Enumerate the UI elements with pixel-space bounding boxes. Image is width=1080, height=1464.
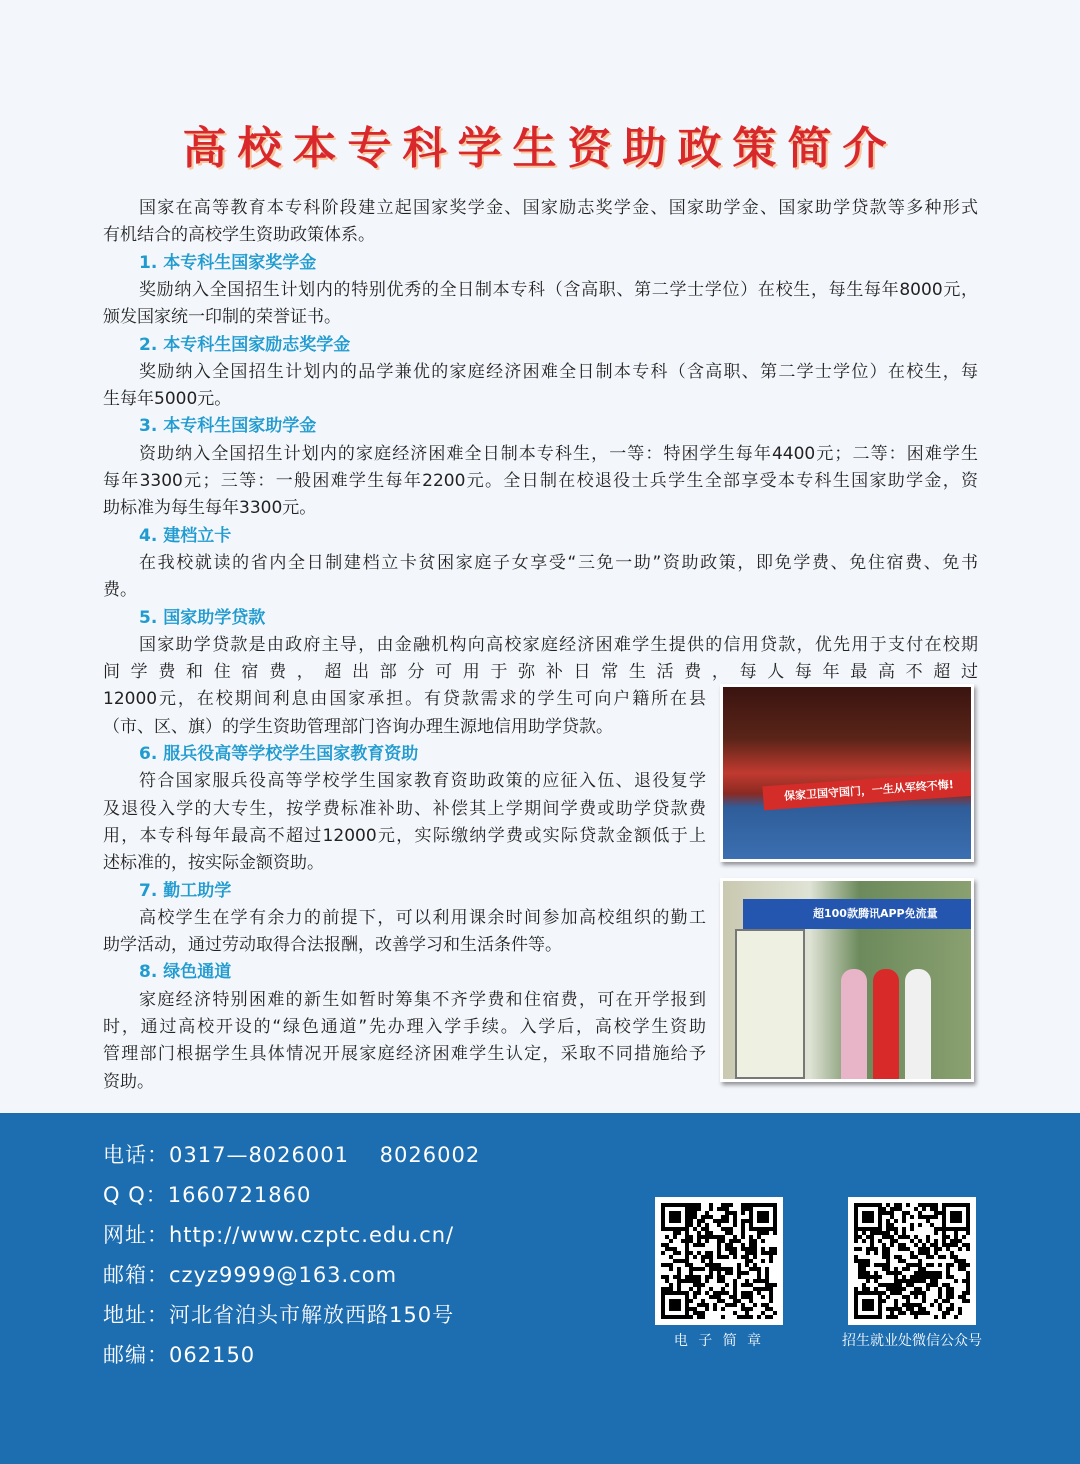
photo-military-students bbox=[720, 684, 974, 862]
section-heading: 6. 服兵役高等学校学生国家教育资助 bbox=[139, 744, 419, 764]
page-title: 高校本专科学生资助政策简介 bbox=[182, 123, 898, 174]
contact-line: 网址：http://www.czptc.edu.cn/ bbox=[103, 1223, 455, 1247]
paragraph-line: 用，本专科每年最高不超过12000元，实际缴纳学费或实际贷款金额低于上 bbox=[103, 825, 706, 846]
paragraph-line: 间学费和住宿费，超出部分可用于弥补日常生活费，每人每年最高不超过 bbox=[103, 662, 978, 683]
paragraph-line: 国家助学贷款是由政府主导，由金融机构向高校家庭经济困难学生提供的信用贷款，优先用于支付在校期 bbox=[139, 634, 978, 655]
section-heading: 1. 本专科生国家奖学金 bbox=[139, 252, 317, 273]
paragraph-line: （市、区、旗）的学生资助管理部门咨询办理生源地信用助学贷款。 bbox=[103, 716, 613, 737]
contact-line: Q Q：1660721860 bbox=[103, 1183, 312, 1207]
paragraph-line: 高校学生在学有余力的前提下，可以利用课余时间参加高校组织的勤工 bbox=[139, 907, 706, 928]
section-heading: 3. 本专科生国家助学金 bbox=[139, 416, 317, 437]
section-heading: 8. 绿色通道 bbox=[139, 962, 232, 983]
paragraph-line: 符合国家服兵役高等学校学生国家教育资助政策的应征入伍、退役复学 bbox=[139, 771, 706, 792]
paragraph-line: 资助。 bbox=[103, 1071, 154, 1092]
paragraph-line: 助标准为每生每年3300元。 bbox=[103, 498, 317, 519]
section-heading: 2. 本专科生国家励志奖学金 bbox=[139, 334, 351, 355]
qr-code-image bbox=[854, 1203, 970, 1319]
qr-code-brochure[interactable] bbox=[655, 1197, 783, 1325]
person bbox=[873, 969, 899, 1079]
qr-code-wechat[interactable] bbox=[848, 1197, 976, 1325]
paragraph-line: 12000元，在校期间利息由国家承担。有贷款需求的学生可向户籍所在县 bbox=[103, 689, 706, 710]
contact-line: 地址：河北省泊头市解放西路150号 bbox=[103, 1303, 455, 1327]
paragraph-line: 奖励纳入全国招生计划内的品学兼优的家庭经济困难全日制本专科（含高职、第二学士学位）在校生，每 bbox=[139, 361, 978, 382]
contact-line: 电话：0317—8026001 8026002 bbox=[103, 1143, 481, 1167]
section-heading: 7. 勤工助学 bbox=[139, 880, 232, 901]
contact-line: 邮编：062150 bbox=[103, 1343, 256, 1367]
paragraph-line: 及退役入学的大专生，按学费标准补助、补偿其上学期间学费或助学贷款费 bbox=[103, 798, 706, 819]
qr-label-wechat: 招生就业处微信公众号 bbox=[842, 1333, 982, 1349]
section-heading: 5. 国家助学贷款 bbox=[139, 607, 266, 628]
photo-banner-text: 保家卫国守国门，一生从军终不悔! bbox=[762, 772, 974, 811]
photo-green-channel-booth bbox=[720, 878, 974, 1082]
contact-line: 邮箱：czyz9999@163.com bbox=[103, 1263, 398, 1287]
section-heading: 4. 建档立卡 bbox=[139, 525, 232, 546]
paragraph-line: 管理部门根据学生具体情况开展家庭经济困难学生认定，采取不同措施给予 bbox=[103, 1044, 706, 1065]
paragraph-line: 资助纳入全国招生计划内的家庭经济困难全日制本专科生，一等：特困学生每年4400元；二等：困难学生 bbox=[139, 443, 978, 464]
paragraph-line: 时，通过高校开设的“绿色通道”先办理入学手续。入学后，高校学生资助 bbox=[103, 1017, 706, 1037]
qr-label-brochure: 电 子 简 章 bbox=[673, 1333, 765, 1349]
paragraph-line: 家庭经济特别困难的新生如暂时筹集不齐学费和住宿费，可在开学报到 bbox=[139, 989, 706, 1010]
paragraph-line: 颁发国家统一印制的荣誉证书。 bbox=[103, 307, 341, 328]
paragraph-line: 助学活动，通过劳动取得合法报酬，改善学习和生活条件等。 bbox=[103, 935, 562, 956]
tent-banner-text: 超100款腾讯APP免流量 bbox=[743, 899, 974, 929]
paragraph-line: 在我校就读的省内全日制建档立卡贫困家庭子女享受“三免一助”资助政策，即免学费、免住宿费、免书 bbox=[139, 552, 978, 573]
paragraph-line: 奖励纳入全国招生计划内的特别优秀的全日制本专科（含高职、第二学士学位）在校生，每生每年8000元， bbox=[139, 279, 978, 300]
paragraph-line: 有机结合的高校学生资助政策体系。 bbox=[103, 225, 375, 246]
notice-board bbox=[735, 929, 805, 1079]
paragraph-line: 每年3300元；三等：一般困难学生每年2200元。全日制在校退役士兵学生全部享受本专科生国家助学金，资 bbox=[103, 471, 978, 491]
paragraph-line: 述标准的，按实际金额资助。 bbox=[103, 853, 324, 874]
paragraph-line: 国家在高等教育本专科阶段建立起国家奖学金、国家励志奖学金、国家助学金、国家助学贷款等多种形式 bbox=[139, 198, 978, 218]
paragraph-line: 生每年5000元。 bbox=[103, 389, 232, 410]
person bbox=[841, 969, 867, 1079]
person bbox=[905, 969, 931, 1079]
qr-code-image bbox=[661, 1203, 777, 1319]
paragraph-line: 费。 bbox=[103, 580, 137, 601]
